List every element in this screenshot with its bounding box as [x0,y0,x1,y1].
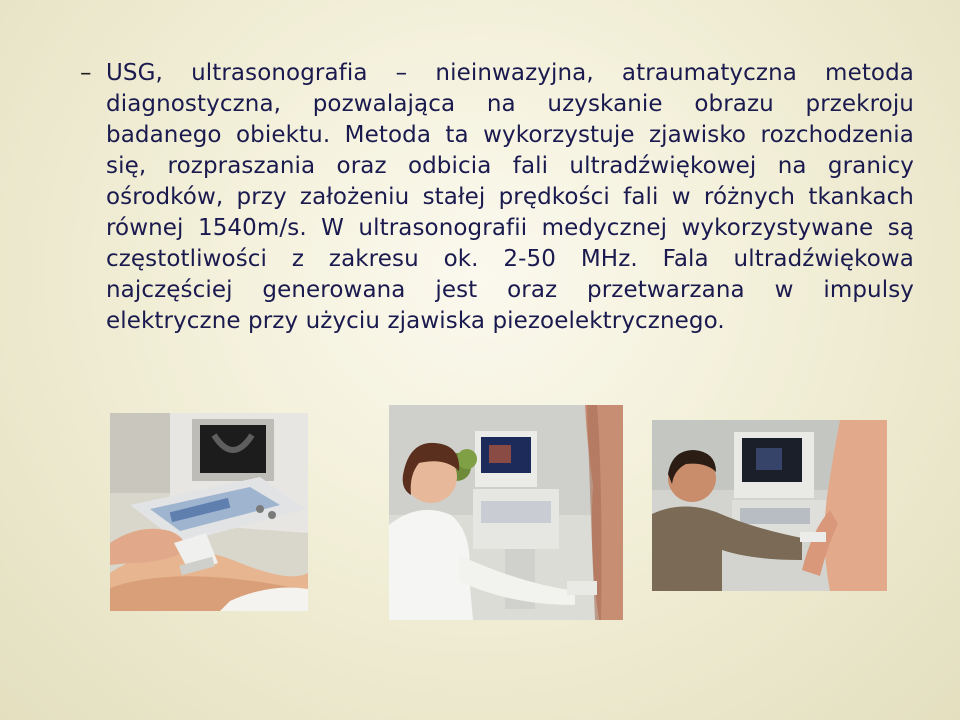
ultrasound-doctor-photo [389,405,623,620]
ultrasound-abdomen-photo [110,413,308,611]
bullet-point [80,58,920,337]
bullet-text: USG, ultrasonografia – nieinwazyjna, atraumatyczna metoda diagnostyczna, pozwalająca na uzyskanie obrazu przekroju badanego obiektu. Metoda ta wykorzystuje zjawisko rozchodzenia się, rozpraszania oraz odbicia fali ultradźwiękowej na granicy ośrodków, przy założeniu stałej prędkości fali w różnych tkankach równej 1540m/s. W ultrasonografii medycznej wykorzystywane są częstotliwości z zakresu ok. 2-50 MHz. Fala ultradźwiękowa najczęściej generowana jest oraz przetwarzana w impulsy elektryczne przy użyciu zjawiska piezoelektrycznego. [106,60,914,334]
bullet-marker: – [80,60,92,86]
ultrasound-exam-photo [652,420,887,591]
